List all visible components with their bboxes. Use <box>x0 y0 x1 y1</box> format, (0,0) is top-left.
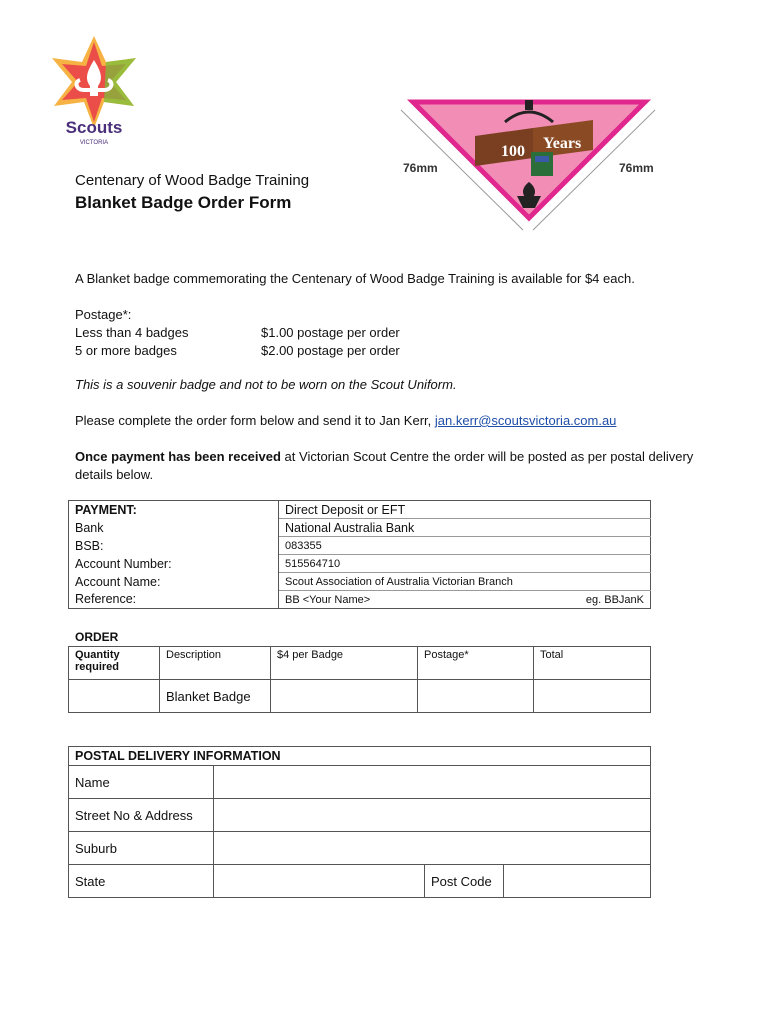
order-col-price: $4 per Badge <box>271 647 418 680</box>
payment-row <box>69 573 651 591</box>
badge-word: Years <box>543 135 582 152</box>
payment-value: National Australia Bank <box>279 519 651 537</box>
postage-heading: Postage*: <box>75 307 132 322</box>
postage-row-value: $1.00 postage per order <box>261 325 400 340</box>
page-subtitle: Centenary of Wood Badge Training <box>75 172 310 189</box>
payment-row <box>69 519 651 537</box>
payment-row <box>69 537 651 555</box>
postal-field-label: Suburb <box>69 832 214 865</box>
scouts-victoria-logo <box>44 32 144 150</box>
order-table <box>68 646 651 713</box>
page-title: Blanket Badge Order Form <box>75 193 292 212</box>
payment-row <box>69 501 651 519</box>
logo-wordmark: Scouts <box>65 118 123 137</box>
payment-value: Scout Association of Australia Victorian Branch <box>279 573 651 591</box>
postage-field[interactable] <box>418 680 534 713</box>
payment-row <box>69 555 651 573</box>
postal-row <box>69 766 651 799</box>
payment-note-bold: Once payment has been received <box>75 449 281 464</box>
postage-row <box>75 324 535 342</box>
order-row <box>69 680 651 713</box>
payment-label: PAYMENT: <box>69 501 279 519</box>
instructions <box>75 412 616 430</box>
order-col-description: Description <box>160 647 271 680</box>
postcode-field[interactable] <box>504 865 651 898</box>
payment-value: 083355 <box>279 537 651 555</box>
payment-value: 515564710 <box>279 555 651 573</box>
name-field[interactable] <box>214 766 651 799</box>
postage-row-value: $2.00 postage per order <box>261 343 400 358</box>
order-heading: ORDER <box>75 630 119 644</box>
order-description: Blanket Badge <box>160 680 271 713</box>
postal-header-row <box>69 747 651 766</box>
postal-row <box>69 799 651 832</box>
postal-row <box>69 832 651 865</box>
postal-field-label: State <box>69 865 214 898</box>
order-header-row <box>69 647 651 680</box>
payment-value: BB <Your Name> <box>285 593 371 606</box>
payment-label: Bank <box>69 519 279 537</box>
logo-region: VICTORIA <box>79 140 109 146</box>
badge-illustration <box>383 92 673 240</box>
suburb-field[interactable] <box>214 832 651 865</box>
intro-text: A Blanket badge commemorating the Centenary of Wood Badge Training is available for $4 each. <box>75 271 635 286</box>
postage-row <box>75 342 535 360</box>
badge-right-dimension: 76mm <box>619 161 654 175</box>
postage-row-label: Less than 4 badges <box>75 325 189 340</box>
payment-value: Direct Deposit or EFT <box>285 502 406 517</box>
address-field[interactable] <box>214 799 651 832</box>
postage-block <box>75 306 535 360</box>
postal-field-label: Street No & Address <box>69 799 214 832</box>
order-col-quantity: Quantity required <box>69 647 160 680</box>
postage-row-label: 5 or more badges <box>75 343 177 358</box>
postcode-label: Post Code <box>425 865 504 898</box>
state-field[interactable] <box>214 865 425 898</box>
payment-label: Reference: <box>69 591 279 609</box>
payment-label: Account Name: <box>69 573 279 591</box>
postal-table <box>68 746 651 898</box>
payment-note <box>75 448 715 484</box>
payment-note-rest: at Victorian Scout Centre the order will be posted as per postal delivery details below. <box>75 449 694 482</box>
postal-row <box>69 865 651 898</box>
instructions-text: Please complete the order form below and send it to Jan Kerr, <box>75 413 435 428</box>
badge-left-dimension: 76mm <box>403 161 438 175</box>
order-col-total: Total <box>534 647 651 680</box>
payment-label: BSB: <box>69 537 279 555</box>
quantity-field[interactable] <box>69 680 160 713</box>
price-field[interactable] <box>271 680 418 713</box>
payment-reference-cell <box>279 591 651 609</box>
payment-table <box>68 500 651 609</box>
uniform-notice: This is a souvenir badge and not to be worn on the Scout Uniform. <box>75 377 457 392</box>
postal-heading: POSTAL DELIVERY INFORMATION <box>69 747 651 766</box>
payment-label: Account Number: <box>69 555 279 573</box>
email-link[interactable]: jan.kerr@scoutsvictoria.com.au <box>434 413 617 428</box>
total-field[interactable] <box>534 680 651 713</box>
order-col-postage: Postage* <box>418 647 534 680</box>
payment-row <box>69 591 651 609</box>
badge-number: 100 <box>501 143 525 160</box>
reference-example: eg. BBJanK <box>585 593 644 606</box>
fleur-de-lis-star-icon <box>52 36 136 128</box>
postal-field-label: Name <box>69 766 214 799</box>
